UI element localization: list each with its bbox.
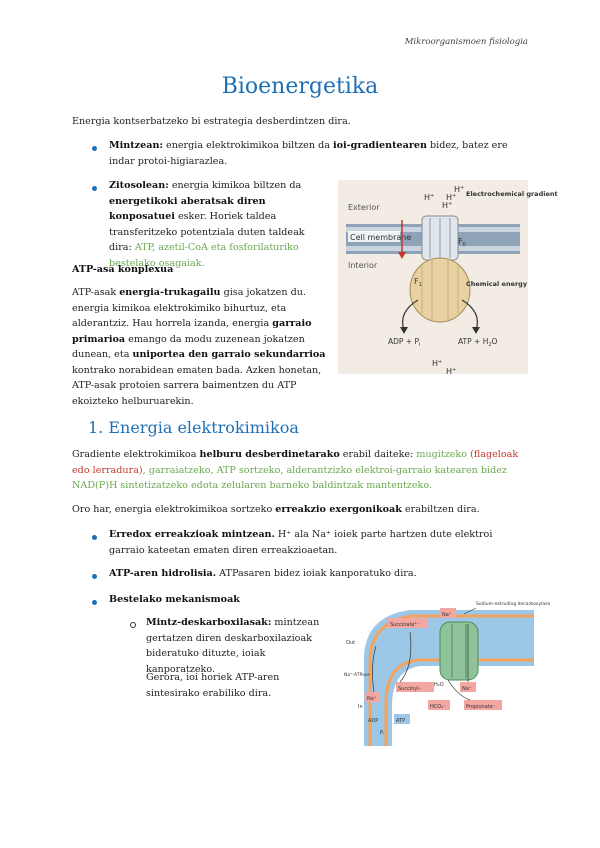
f1-subunit [410, 258, 470, 322]
interior-label: Interior [348, 261, 378, 270]
bullet-dot [92, 186, 97, 191]
decarboxylase-enzyme [440, 622, 478, 680]
strategy-cytosol: Zitosolean: energia kimikoa biltzen da energetikoki aberatsak diren konposatuei esker. Horiek taldea transferitzeko potentziala duten taldeak dira: ATP, azetil-CoA eta fosforilaturiko bestelako osagaiak. [109, 180, 305, 269]
f1-label: $F_1$ [414, 277, 422, 288]
list-item: Bestelako mekanismoak [109, 594, 240, 605]
intro-paragraph: Energia kontserbatzeko bi estrategia desberdintzen dira. [72, 116, 351, 127]
natpase-label: Na⁺-ATPase [344, 673, 370, 678]
sub-list-item: Mintz-deskarboxilasak: mintzean gertatzen diren deskarboxilazioak bideratuko dituzte, ioiak kanporatzeko. [146, 617, 320, 675]
enzyme-label: Sodium-extruding decarboxylase [476, 602, 551, 607]
succinate-label: Succinate²⁻ [390, 622, 420, 628]
atp-section-paragraph: ATP-asak energia-trukagailu gisa jokatzen du. energia kimikoa elektrokimiko bihurtuz, eta alderantziz. Hau horrela izanda, energia garraio primarioa emango da modu zuzenean jokatzen dunean, eta uniportea den garraio sekundarrioa kontrako norabidean ematen bada. Azken honetan, ATP-asak protoien sarrera baimentzen du ATP ekoizteko helburuarekin. [72, 287, 326, 407]
sodium-top-label: Na⁺ [442, 612, 452, 618]
proton-label: H+ [446, 367, 457, 376]
propionate-label: Propionate⁻ [466, 704, 496, 710]
running-header: Mikroorganismoen fisiologia [404, 37, 528, 47]
section-paragraph-1: Gradiente elektrokimikoa helburu desberdinetarako erabil daiteke: mugitzeko (flageloak edo lerradura), garraiatzeko, ATP sortzeko, alderantzizko elektroi-garraio katearen bidez NAD(P)H sintetizatzeko edota zelularen barneko baldintzak mantentzeko. [72, 449, 519, 491]
decarboxylase-figure [340, 596, 551, 748]
out-label: Out [346, 640, 356, 646]
exterior-label: Exterior [348, 203, 380, 212]
sodium-mid-label: Na⁺ [462, 686, 472, 692]
atp-section-heading: ATP-asa konplexua [72, 264, 174, 275]
sub-list-note: Gerora, ioi horiek ATP-aren sintesirako erabiliko dira. [146, 672, 280, 699]
list-item: ATP-aren hidrolisia. ATPasaren bidez ioiak kanporatuko dira. [109, 568, 417, 579]
section-paragraph-2: Oro har, energia elektrokimikoa sortzeko erreakzio exergonikoak erabiltzen dira. [72, 504, 480, 515]
bullet-dot [92, 574, 97, 579]
atp-synthase-figure [338, 180, 558, 376]
proton-label: H+ [442, 201, 453, 210]
f0-label: $F_0$ [458, 237, 466, 248]
in-label: In [358, 704, 363, 710]
sub-bullet-circle [130, 622, 136, 628]
bullet-dot [92, 600, 97, 605]
bullet-dot [92, 146, 97, 151]
bicarbonate-label: HCO₃⁻ [430, 704, 446, 710]
succinyl-label: Succinyl- [398, 686, 421, 692]
electrochemical-label: Electrochemical gradient [466, 190, 558, 198]
adp-equation: ADP + $P_i$ [388, 337, 421, 348]
chemical-energy-label: Chemical energy [466, 280, 528, 288]
section-heading: 1. Energia elektrokimikoa [88, 418, 299, 437]
proton-label: H+ [432, 359, 443, 368]
bullet-dot [92, 535, 97, 540]
atp-label: ATP [396, 718, 406, 724]
adp-label: ADP [368, 718, 379, 724]
pi-label: Pᵢ [380, 730, 384, 736]
page-title: Bioenergetika [221, 74, 379, 99]
list-item: Erredox erreakzioak mintzean. H⁺ ala Na⁺ ioiek parte hartzen dute elektroi garraio kateetan ematen diren erreakzioaetan. [109, 529, 493, 556]
proton-label: H+ [424, 193, 435, 202]
atp-equation: ATP + $H_2O$ [458, 337, 498, 348]
membrane-label: Cell membrane [350, 233, 412, 242]
proton-label: H+ [446, 193, 457, 202]
sodium-left-label: Na⁺ [367, 696, 377, 702]
proton-label: H+ [454, 185, 465, 194]
strategy-membrane: Mintzean: energia elektrokimikoa biltzen da ioi-gradientearen bidez, batez ere indar protoi-higiarazlea. [109, 140, 508, 167]
water-label: H₂O [434, 682, 444, 688]
